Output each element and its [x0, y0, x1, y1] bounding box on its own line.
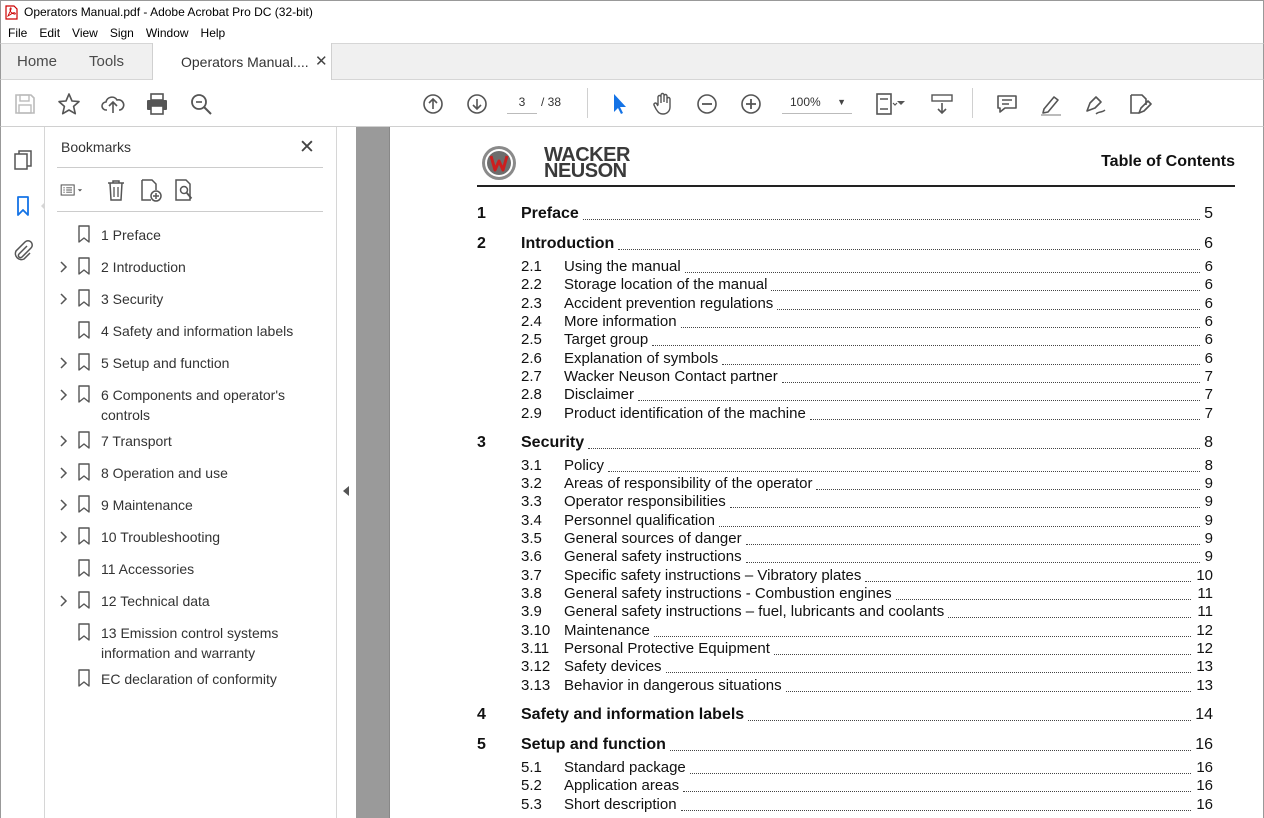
toc-page-number: 12	[1196, 640, 1213, 657]
toc-title: General safety instructions	[564, 548, 742, 565]
toc-number: 3.3	[521, 493, 542, 510]
options-menu-icon[interactable]	[59, 177, 95, 203]
toc-leader-dots	[681, 316, 1200, 328]
toc-section-row[interactable]	[390, 350, 1264, 368]
toc-leader-dots	[719, 515, 1200, 527]
new-bookmark-icon[interactable]	[137, 177, 163, 203]
toc-number: 2.3	[521, 295, 542, 312]
toc-chapter-row[interactable]	[390, 736, 1264, 754]
toc-page-number: 9	[1204, 512, 1213, 529]
toc-title: General sources of danger	[564, 530, 742, 547]
bookmark-flag-icon	[77, 385, 91, 403]
collapse-arrow-icon[interactable]	[343, 486, 349, 496]
sign-pen-icon[interactable]	[1082, 91, 1108, 117]
toc-page-number: 5	[1204, 205, 1213, 222]
chevron-down-icon[interactable]	[896, 100, 906, 106]
toc-chapter-row[interactable]	[390, 205, 1264, 223]
toc-section-row[interactable]	[390, 276, 1264, 294]
close-panel-icon[interactable]: ✕	[299, 137, 315, 158]
bookmark-flag-icon	[77, 289, 91, 307]
zoom-search-icon[interactable]	[188, 91, 214, 117]
toc-title: Personal Protective Equipment	[564, 640, 770, 657]
toc-section-row[interactable]	[390, 405, 1264, 423]
toc-number: 3.12	[521, 658, 551, 675]
toc-title: More information	[564, 313, 677, 330]
toc-leader-dots	[666, 661, 1191, 673]
toc-number: 3.7	[521, 567, 542, 584]
toc-page-number: 6	[1204, 295, 1213, 312]
bookmark-label: 7 Transport	[101, 433, 172, 449]
toc-page-number: 16	[1195, 736, 1213, 753]
toc-title: Behavior in dangerous situations	[564, 677, 782, 694]
toc-leader-dots	[722, 353, 1200, 365]
toc-page-number: 8	[1204, 434, 1213, 451]
previous-page-icon[interactable]	[420, 91, 446, 117]
bookmark-flag-icon	[77, 527, 91, 545]
toolbar	[0, 80, 1264, 127]
toc-section-row[interactable]	[390, 368, 1264, 386]
toc-page-number: 6	[1204, 276, 1213, 293]
toc-title: Specific safety instructions – Vibratory plates	[564, 567, 862, 584]
toc-page-number: 9	[1204, 475, 1213, 492]
toc-number: 3.10	[521, 622, 551, 639]
toc-section-row[interactable]	[390, 313, 1264, 331]
page-number-input[interactable]: 3	[507, 90, 537, 114]
toc-chapter-row[interactable]	[390, 434, 1264, 452]
bookmark-label: 2 Introduction	[101, 259, 186, 275]
toc-section-row[interactable]	[390, 658, 1264, 676]
tab-close-icon[interactable]: ✕	[315, 53, 328, 70]
toc-page-number: 11	[1197, 603, 1213, 620]
toc-page-number: 16	[1196, 777, 1213, 794]
toc-page-number: 6	[1204, 313, 1213, 330]
bookmark-flag-icon	[77, 495, 91, 513]
toc-title: Maintenance	[564, 622, 650, 639]
toc-page-number: 9	[1204, 493, 1213, 510]
toc-title: General safety instructions – fuel, lubricants and coolants	[564, 603, 945, 620]
toc-title: Standard package	[564, 759, 686, 776]
toc-number: 3.1	[521, 457, 542, 474]
toc-number: 3.11	[521, 640, 550, 657]
bookmark-label: 3 Security	[101, 291, 164, 307]
toc-leader-dots	[588, 437, 1200, 449]
bookmark-flag-icon	[77, 623, 91, 641]
toc-leader-dots	[685, 261, 1200, 273]
toc-leader-dots	[618, 238, 1200, 250]
toc-leader-dots	[670, 739, 1191, 751]
tab-document[interactable]	[152, 43, 332, 81]
wacker-neuson-logo-icon	[480, 145, 518, 181]
toc-leader-dots	[652, 334, 1200, 346]
toc-leader-dots	[771, 279, 1200, 291]
menu-bar	[0, 23, 1264, 43]
bookmark-label: 13 Emission control systems information and warranty	[101, 625, 279, 661]
find-bookmark-icon[interactable]	[171, 177, 197, 203]
tab-document-label: Operators Manual....	[181, 54, 309, 70]
toc-title: Areas of responsibility of the operator	[564, 475, 813, 492]
bookmark-flag-icon	[77, 225, 91, 243]
toc-leader-dots	[638, 389, 1200, 401]
document-gutter	[356, 127, 389, 818]
toc-page-number: 9	[1204, 530, 1213, 547]
toc-leader-dots	[948, 606, 1191, 618]
menu-file[interactable]: File	[8, 26, 28, 40]
toc-number: 2.5	[521, 331, 542, 348]
upload-cloud-icon[interactable]	[100, 91, 126, 117]
page-thumbnails-icon[interactable]	[11, 148, 35, 172]
toc-section-row[interactable]	[390, 386, 1264, 404]
toc-number: 2.2	[521, 276, 542, 293]
toc-title: Application areas	[564, 777, 680, 794]
toc-number: 2	[477, 235, 486, 252]
toc-number: 3.6	[521, 548, 542, 565]
logo-line-2: NEUSON	[544, 160, 627, 182]
toc-page-number: 12	[1196, 622, 1213, 639]
toc-leader-dots	[810, 408, 1200, 420]
bookmark-flag-icon	[77, 591, 91, 609]
toc-section-row[interactable]	[390, 777, 1264, 795]
toc-chapter-row[interactable]	[390, 235, 1264, 253]
bookmark-label: 4 Safety and information labels	[101, 323, 294, 339]
toc-page-number: 6	[1204, 235, 1213, 252]
delete-bookmark-icon[interactable]	[103, 177, 129, 203]
toc-leader-dots	[816, 478, 1200, 490]
toc-section-row[interactable]	[390, 295, 1264, 313]
zoom-out-icon[interactable]	[694, 91, 720, 117]
bookmarks-panel	[45, 127, 336, 818]
zoom-value: 100%	[790, 95, 821, 109]
toc-leader-dots	[654, 625, 1191, 637]
toc-section-row[interactable]	[390, 475, 1264, 493]
toc-number: 2.8	[521, 386, 542, 403]
bookmark-flag-icon	[77, 353, 91, 371]
toc-number: 2.1	[521, 258, 542, 275]
toc-section-row[interactable]	[390, 567, 1264, 585]
toc-section-row[interactable]	[390, 530, 1264, 548]
heading-rule	[477, 185, 1235, 187]
toc-number: 3.9	[521, 603, 542, 620]
toc-title: Product identification of the machine	[564, 405, 806, 422]
toc-leader-dots	[786, 680, 1191, 692]
toc-title: Accident prevention regulations	[564, 295, 774, 312]
toc-leader-dots	[608, 460, 1200, 472]
page-fit-icon[interactable]	[872, 91, 898, 117]
save-icon[interactable]	[12, 91, 38, 117]
toolbar-separator	[972, 88, 973, 118]
toc-section-row[interactable]	[390, 258, 1264, 276]
toc-number: 2.6	[521, 350, 542, 367]
toc-page-number: 6	[1204, 258, 1213, 275]
toc-title: Introduction	[521, 235, 615, 252]
document-page	[389, 127, 1264, 818]
toc-page-number: 8	[1204, 457, 1213, 474]
chevron-right-icon[interactable]	[59, 463, 69, 483]
toc-page-number: 14	[1195, 706, 1213, 723]
menu-help[interactable]: Help	[200, 26, 226, 40]
toc-title: Using the manual	[564, 258, 681, 275]
toc-page-number: 13	[1196, 658, 1213, 675]
toc-page-number: 6	[1204, 350, 1213, 367]
bookmark-flag-icon	[77, 559, 91, 577]
chevron-right-icon[interactable]	[59, 431, 69, 451]
bookmark-label: 11 Accessories	[101, 561, 195, 577]
toc-page-number: 16	[1196, 759, 1213, 776]
toc-section-row[interactable]	[390, 457, 1264, 475]
toc-title: Wacker Neuson Contact partner	[564, 368, 778, 385]
bookmark-label: 10 Troubleshooting	[101, 529, 221, 545]
toc-section-row[interactable]	[390, 585, 1264, 603]
toc-number: 3.2	[521, 475, 542, 492]
toc-title: Target group	[564, 331, 649, 348]
chevron-right-icon[interactable]	[59, 257, 69, 277]
toc-title: Operator responsibilities	[564, 493, 726, 510]
bookmark-label: 9 Maintenance	[101, 497, 193, 513]
toc-leader-dots	[746, 551, 1200, 563]
toc-leader-dots	[896, 588, 1191, 600]
toc-number: 1	[477, 205, 486, 222]
star-icon[interactable]	[56, 91, 82, 117]
toc-page-number: 7	[1204, 368, 1213, 385]
toc-section-row[interactable]	[390, 548, 1264, 566]
toc-number: 3	[477, 434, 486, 451]
toc-number: 5.1	[521, 759, 542, 776]
bookmark-flag-icon	[77, 257, 91, 275]
toc-title: Explanation of symbols	[564, 350, 719, 367]
toolbar-separator	[587, 88, 588, 118]
toc-section-row[interactable]	[390, 622, 1264, 640]
bookmark-label: 8 Operation and use	[101, 465, 228, 481]
bookmark-flag-icon	[77, 431, 91, 449]
toc-number: 3.8	[521, 585, 542, 602]
bookmark-label: 1 Preface	[101, 227, 161, 243]
toc-number: 5	[477, 736, 486, 753]
select-cursor-icon[interactable]	[606, 91, 632, 117]
tab-tools[interactable]: Tools	[89, 53, 125, 70]
bookmark-label: 5 Setup and function	[101, 355, 230, 371]
panel-collapse-strip[interactable]	[336, 127, 356, 818]
zoom-level-select[interactable]	[782, 90, 852, 114]
chevron-right-icon[interactable]	[59, 591, 69, 611]
toc-title: Safety and information labels	[521, 706, 745, 723]
toc-section-row[interactable]	[390, 759, 1264, 777]
fill-sign-icon[interactable]	[1126, 91, 1152, 117]
highlight-pen-icon[interactable]	[1038, 91, 1064, 117]
chevron-right-icon[interactable]	[59, 353, 69, 373]
toc-title: Safety devices	[564, 658, 662, 675]
toc-leader-dots	[777, 298, 1200, 310]
toc-section-row[interactable]	[390, 603, 1264, 621]
toc-section-row[interactable]	[390, 331, 1264, 349]
next-page-icon[interactable]	[464, 91, 490, 117]
page-total: / 38	[541, 95, 562, 109]
chevron-right-icon[interactable]	[59, 495, 69, 515]
toc-section-row[interactable]	[390, 512, 1264, 530]
tab-home[interactable]: Home	[17, 53, 58, 70]
bookmarks-title: Bookmarks	[61, 139, 132, 155]
company-logo-text	[544, 144, 630, 182]
toc-leader-dots	[774, 643, 1191, 655]
toc-page-number: 13	[1196, 677, 1213, 694]
toc-title: General safety instructions - Combustion engines	[564, 585, 892, 602]
toc-leader-dots	[746, 533, 1200, 545]
toc-title: Storage location of the manual	[564, 276, 768, 293]
toc-section-row[interactable]	[390, 796, 1264, 814]
bookmark-label: 6 Components and operator's controls	[101, 387, 286, 423]
menu-view[interactable]: View	[72, 26, 98, 40]
toc-leader-dots	[748, 709, 1191, 721]
hand-tool-icon[interactable]	[650, 91, 676, 117]
tab-bar	[0, 43, 1264, 80]
chevron-right-icon[interactable]	[59, 289, 69, 309]
menu-sign[interactable]: Sign	[109, 26, 134, 40]
toc-page-number: 7	[1204, 386, 1213, 403]
toc-number: 2.9	[521, 405, 542, 422]
toc-page-number: 11	[1197, 585, 1213, 602]
toc-title: Personnel qualification	[564, 512, 715, 529]
bookmark-flag-icon	[77, 463, 91, 481]
toc-number: 3.4	[521, 512, 542, 529]
toc-title: Preface	[521, 205, 579, 222]
toc-section-row[interactable]	[390, 493, 1264, 511]
bookmarks-toolbar	[59, 177, 205, 203]
toc-chapter-row[interactable]	[390, 706, 1264, 724]
toc-leader-dots	[690, 762, 1191, 774]
toc-section-row[interactable]	[390, 677, 1264, 695]
toc-page-number: 10	[1196, 567, 1213, 584]
toc-number: 3.13	[521, 677, 551, 694]
toc-section-row[interactable]	[390, 640, 1264, 658]
toc-leader-dots	[583, 208, 1200, 220]
scroll-mode-icon[interactable]	[929, 91, 955, 117]
attachments-paperclip-icon[interactable]	[11, 239, 35, 263]
window-title: Operators Manual.pdf - Adobe Acrobat Pro DC (32-bit)	[24, 5, 313, 19]
toc-leader-dots	[683, 780, 1191, 792]
toc-leader-dots	[730, 496, 1200, 508]
toc-page-number: 7	[1204, 405, 1213, 422]
chevron-right-icon[interactable]	[59, 527, 69, 547]
toc-title: Setup and function	[521, 736, 666, 753]
pdf-app-icon	[5, 5, 18, 20]
toc-title: Policy	[564, 457, 605, 474]
divider	[57, 211, 323, 212]
toc-title: Security	[521, 434, 585, 451]
toc-number: 2.7	[521, 368, 542, 385]
bookmark-label: EC declaration of conformity	[101, 671, 277, 687]
toc-page-number: 16	[1196, 796, 1213, 813]
toc-leader-dots	[681, 799, 1191, 811]
toc-title: Short description	[564, 796, 677, 813]
chevron-right-icon[interactable]	[59, 385, 69, 405]
toc-number: 3.5	[521, 530, 542, 547]
toc-number: 2.4	[521, 313, 542, 330]
navigation-rail	[0, 127, 45, 818]
bookmark-flag-icon	[77, 321, 91, 339]
comment-icon[interactable]	[994, 91, 1020, 117]
chevron-down-icon: ▼	[837, 97, 846, 107]
zoom-in-icon[interactable]	[738, 91, 764, 117]
logo-line-1: WACKER	[544, 144, 630, 166]
bookmark-label: 12 Technical data	[101, 593, 210, 609]
print-icon[interactable]	[144, 91, 170, 117]
menu-edit[interactable]: Edit	[39, 26, 61, 40]
divider	[57, 167, 323, 168]
toc-number: 4	[477, 706, 486, 723]
toc-title: Disclaimer	[564, 386, 635, 403]
toc-page-number: 6	[1204, 331, 1213, 348]
bookmark-flag-icon	[77, 669, 91, 687]
toc-page-number: 9	[1204, 548, 1213, 565]
toc-leader-dots	[865, 570, 1191, 582]
toc-number: 5.3	[521, 796, 542, 813]
menu-window[interactable]: Window	[145, 26, 189, 40]
page-heading: Table of Contents	[1101, 153, 1235, 170]
toc-leader-dots	[782, 371, 1200, 383]
title-bar	[0, 0, 1264, 23]
bookmarks-icon[interactable]	[11, 194, 35, 218]
toc-number: 5.2	[521, 777, 542, 794]
